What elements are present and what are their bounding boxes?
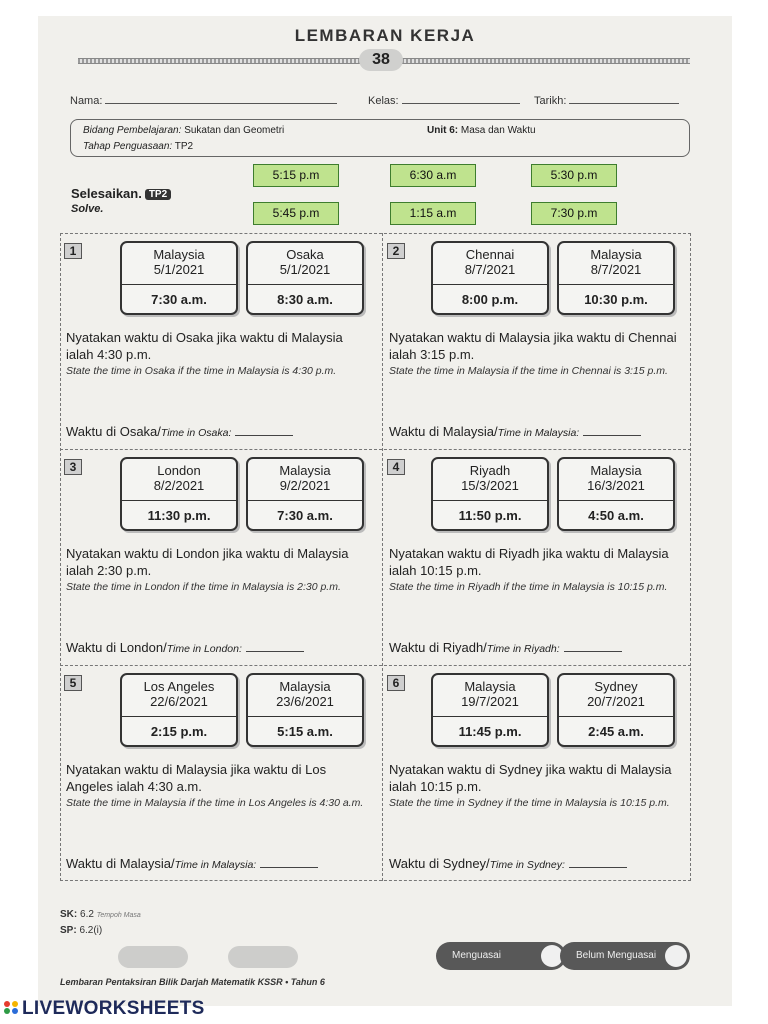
date-line [569, 94, 679, 104]
answer-label-english: Time in Malaysia: [174, 859, 257, 871]
faded-button [228, 946, 298, 968]
learning-info-box [70, 119, 690, 157]
card-time: 4:50 a.m. [588, 508, 644, 523]
question-text-english: State the time in Osaka if the time in Malaysia is 4:30 p.m. [66, 365, 337, 377]
question-3 [60, 449, 375, 665]
card-date: 5/1/2021 [153, 262, 205, 277]
time-card [120, 673, 238, 747]
answer-row [66, 856, 318, 871]
question-1 [60, 233, 375, 449]
answer-blank[interactable] [246, 651, 304, 652]
card-separator [122, 284, 236, 285]
time-card [557, 241, 675, 315]
answer-blank[interactable] [564, 651, 622, 652]
card-time: 8:30 a.m. [277, 292, 333, 307]
question-number: 3 [64, 459, 82, 475]
answer-row [66, 424, 293, 439]
name-label: Nama: [70, 95, 103, 107]
card-city: Sydney [594, 679, 638, 694]
answer-option[interactable]: 1:15 a.m [390, 202, 476, 225]
sk-value: 6.2 [80, 909, 94, 920]
answer-option[interactable]: 5:45 p.m [253, 202, 339, 225]
question-text-english: State the time in Malaysia if the time in Chennai is 3:15 p.m. [389, 365, 668, 377]
card-date: 5/1/2021 [279, 262, 331, 277]
class-line [402, 94, 520, 104]
card-city: Riyadh [469, 463, 511, 478]
card-city: Chennai [465, 247, 515, 262]
answer-label: Waktu di Osaka/ [66, 424, 161, 439]
date-label: Tarikh: [534, 95, 567, 107]
answer-label: Waktu di Riyadh/ [389, 640, 487, 655]
toggle-knob-icon [665, 945, 687, 967]
question-number: 1 [64, 243, 82, 259]
card-date: 8/2/2021 [153, 478, 205, 493]
answer-label: Waktu di London/ [66, 640, 167, 655]
answer-row [389, 424, 641, 439]
question-number: 6 [387, 675, 405, 691]
card-date: 8/7/2021 [464, 262, 516, 277]
time-card [246, 457, 364, 531]
card-separator [248, 716, 362, 717]
card-time: 10:30 p.m. [584, 292, 648, 307]
card-date: 23/6/2021 [276, 694, 334, 709]
card-separator [559, 500, 673, 501]
question-4 [383, 449, 698, 665]
answer-label-english: Time in Malaysia: [497, 427, 580, 439]
logo-text: LIVEWORKSHEETS [22, 998, 205, 1019]
date-field [534, 94, 679, 107]
question-text: Nyatakan waktu di Osaka jika waktu di Malaysia ialah 4:30 p.m. [66, 330, 343, 362]
card-date: 8/7/2021 [590, 262, 642, 277]
worksheet-page [38, 16, 732, 1006]
time-card [246, 241, 364, 315]
card-separator [433, 500, 547, 501]
card-city: Malaysia [590, 247, 642, 262]
card-separator [122, 500, 236, 501]
time-card [246, 673, 364, 747]
card-city: Osaka [286, 247, 324, 262]
worksheet-number-badge: 38 [359, 49, 403, 71]
sk-note: Tempoh Masa [96, 912, 141, 919]
question-5 [60, 665, 375, 881]
card-city: Los Angeles [143, 679, 215, 694]
not-mastered-button[interactable] [560, 942, 690, 970]
answer-blank[interactable] [235, 435, 293, 436]
name-line [105, 94, 337, 104]
card-separator [559, 716, 673, 717]
sk-label: SK: [60, 909, 78, 920]
card-separator [248, 284, 362, 285]
area-value: Sukatan dan Geometri [184, 125, 285, 136]
card-city: Malaysia [590, 463, 642, 478]
card-time: 7:30 a.m. [277, 508, 333, 523]
unit-value: Masa dan Waktu [460, 125, 536, 136]
card-time: 7:30 a.m. [151, 292, 207, 307]
card-city: Malaysia [464, 679, 516, 694]
answer-label-english: Time in London: [166, 643, 242, 655]
card-separator [433, 716, 547, 717]
answer-label: Waktu di Malaysia/ [389, 424, 498, 439]
card-separator [248, 500, 362, 501]
class-field [368, 94, 520, 107]
card-date: 19/7/2021 [461, 694, 519, 709]
time-card [431, 673, 549, 747]
answer-option[interactable]: 5:15 p.m [253, 164, 339, 187]
time-card [557, 457, 675, 531]
card-date: 15/3/2021 [461, 478, 519, 493]
answer-row [66, 640, 304, 655]
logo-icon [4, 1001, 20, 1015]
answer-label: Waktu di Sydney/ [389, 856, 490, 871]
name-field [70, 94, 337, 107]
answer-row [389, 856, 627, 871]
sp-label: SP: [60, 925, 77, 936]
sp-value: 6.2(i) [79, 925, 103, 936]
question-number: 4 [387, 459, 405, 475]
answer-blank[interactable] [569, 867, 627, 868]
time-card [120, 457, 238, 531]
not-mastered-label: Belum Menguasai [576, 950, 657, 961]
instruction-text: Selesaikan. [71, 186, 142, 201]
card-time: 11:50 p.m. [458, 508, 522, 523]
question-text-english: State the time in Sydney if the time in Malaysia is 10:15 p.m. [389, 797, 670, 809]
card-time: 5:15 a.m. [277, 724, 333, 739]
answer-option[interactable]: 7:30 p.m [531, 202, 617, 225]
tp2-badge: TP2 [145, 189, 171, 200]
card-separator [122, 716, 236, 717]
level-label: Tahap Penguasaan: [83, 141, 173, 152]
card-time: 11:30 p.m. [147, 508, 211, 523]
card-date: 9/2/2021 [279, 478, 331, 493]
question-text: Nyatakan waktu di Malaysia jika waktu di Los Angeles ialah 4:30 a.m. [66, 762, 327, 794]
answer-option[interactable]: 5:30 p.m [531, 164, 617, 187]
unit-label: Unit 6: [427, 125, 459, 136]
instruction [71, 186, 171, 201]
answer-blank[interactable] [260, 867, 318, 868]
answer-label-english: Time in Riyadh: [486, 643, 560, 655]
question-text-english: State the time in London if the time in Malaysia is 2:30 p.m. [66, 581, 341, 593]
time-card [431, 457, 549, 531]
question-6 [383, 665, 698, 881]
card-time: 2:15 p.m. [150, 724, 208, 739]
faded-button [118, 946, 188, 968]
mastered-button[interactable] [436, 942, 566, 970]
question-number: 5 [64, 675, 82, 691]
question-text-english: State the time in Riyadh if the time in Malaysia is 10:15 p.m. [389, 581, 668, 593]
liveworksheets-logo[interactable] [4, 998, 205, 1020]
sp-line [60, 925, 102, 936]
card-date: 16/3/2021 [587, 478, 645, 493]
time-card [120, 241, 238, 315]
card-date: 22/6/2021 [150, 694, 208, 709]
mastered-label: Menguasai [452, 950, 501, 961]
answer-label-english: Time in Osaka: [160, 427, 232, 439]
card-city: London [157, 463, 201, 478]
question-text: Nyatakan waktu di Malaysia jika waktu di Chennai ialah 3:15 p.m. [389, 330, 677, 362]
card-city: Malaysia [153, 247, 205, 262]
sk-line [60, 909, 141, 920]
question-text-english: State the time in Malaysia if the time in Los Angeles is 4:30 a.m. [66, 797, 364, 809]
question-text: Nyatakan waktu di Riyadh jika waktu di Malaysia ialah 10:15 p.m. [389, 546, 669, 578]
card-time: 8:00 p.m. [461, 292, 519, 307]
card-time: 2:45 a.m. [588, 724, 644, 739]
answer-label-english: Time in Sydney: [489, 859, 565, 871]
card-time: 11:45 p.m. [458, 724, 522, 739]
time-card [557, 673, 675, 747]
card-separator [433, 284, 547, 285]
footer-source: Lembaran Pentaksiran Bilik Darjah Matematik KSSR • Tahun 6 [60, 977, 325, 987]
card-city: Malaysia [279, 679, 331, 694]
question-number: 2 [387, 243, 405, 259]
card-separator [559, 284, 673, 285]
card-date: 20/7/2021 [587, 694, 645, 709]
question-2 [383, 233, 698, 449]
worksheet-title: LEMBARAN KERJA [294, 26, 476, 45]
answer-option[interactable]: 6:30 a.m [390, 164, 476, 187]
area-label: Bidang Pembelajaran: [83, 125, 182, 136]
question-text: Nyatakan waktu di Sydney jika waktu di Malaysia ialah 10:15 p.m. [389, 762, 672, 794]
class-label: Kelas: [368, 95, 399, 107]
instruction-english: Solve. [71, 203, 104, 215]
answer-label: Waktu di Malaysia/ [66, 856, 175, 871]
time-card [431, 241, 549, 315]
level-value: TP2 [174, 141, 194, 152]
answer-blank[interactable] [583, 435, 641, 436]
card-city: Malaysia [279, 463, 331, 478]
question-text: Nyatakan waktu di London jika waktu di Malaysia ialah 2:30 p.m. [66, 546, 349, 578]
answer-row [389, 640, 622, 655]
